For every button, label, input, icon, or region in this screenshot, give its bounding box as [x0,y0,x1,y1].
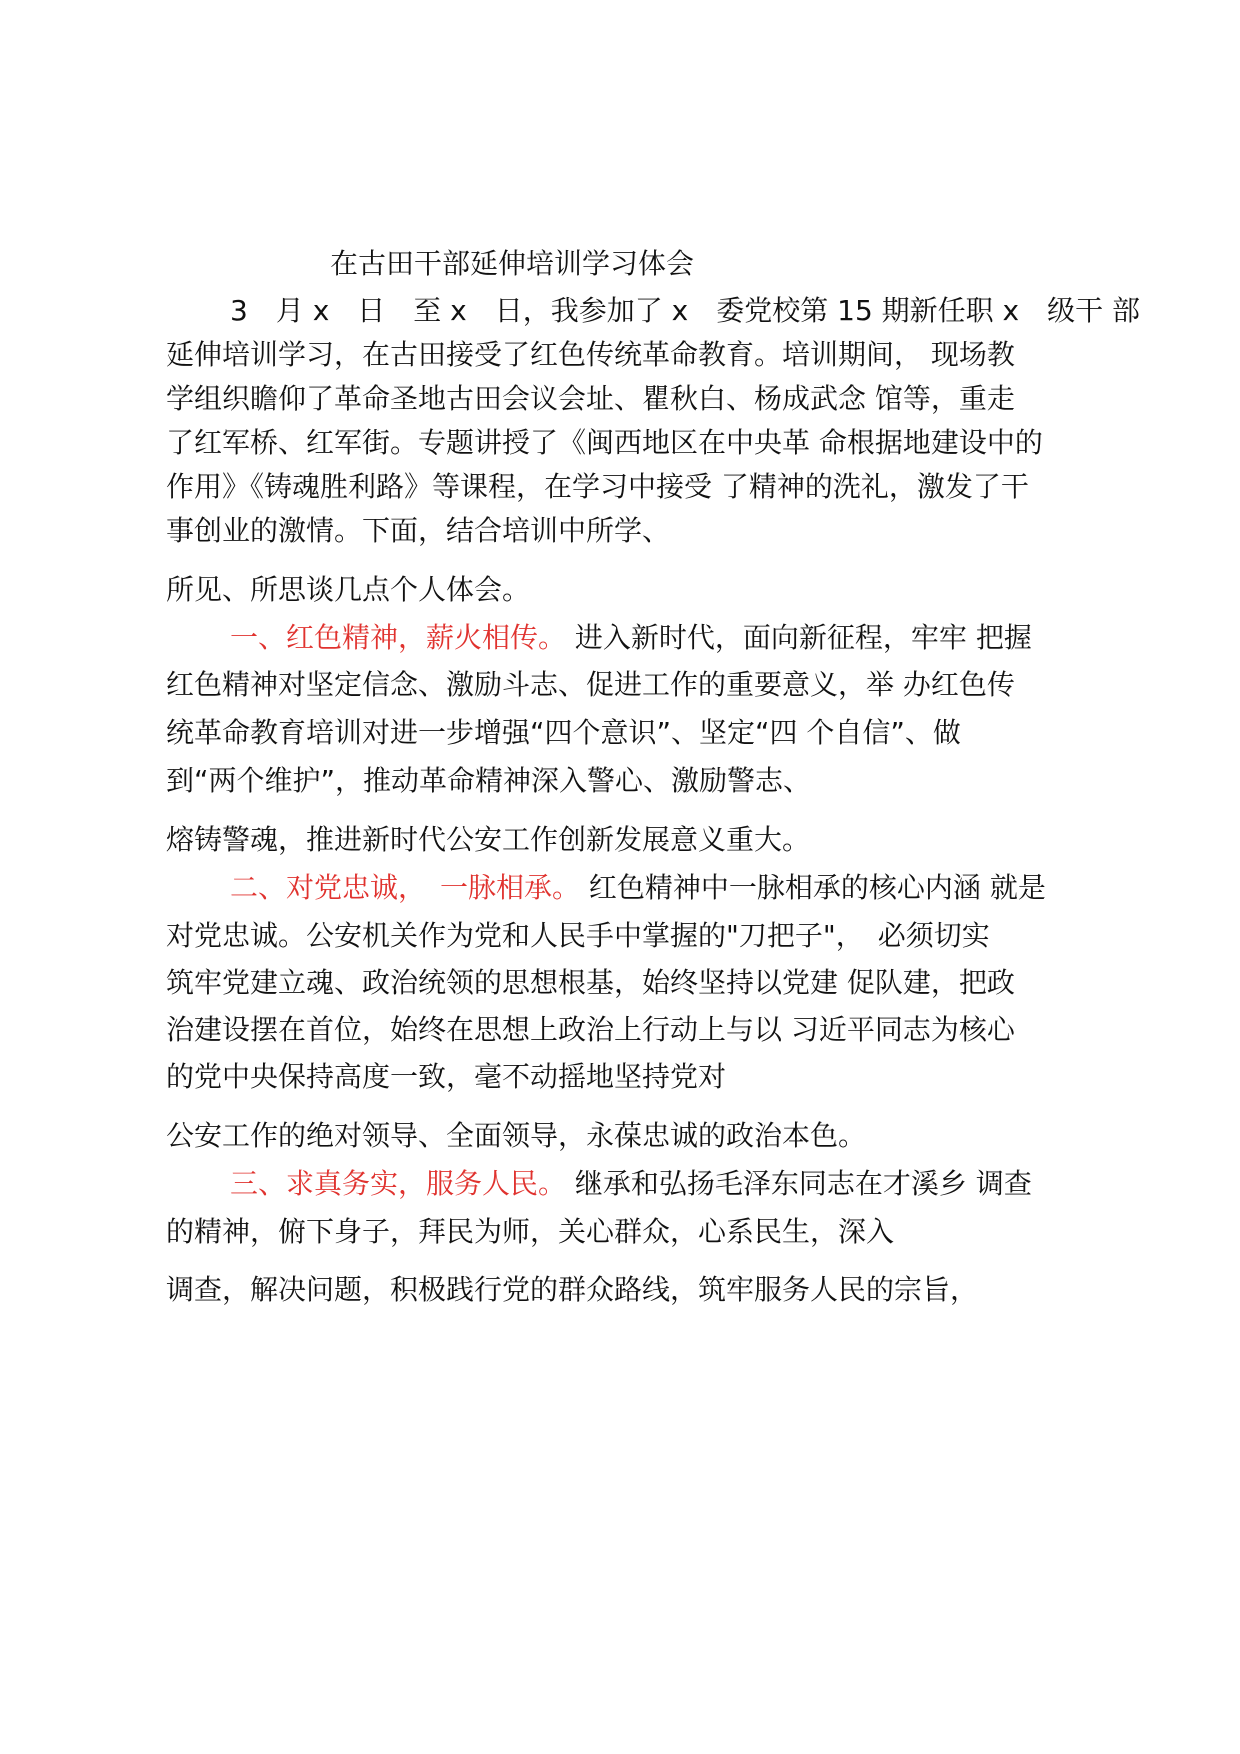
paragraph-line: 熔铸警魂，推进新时代公安工作创新发展意义重大。 [166,823,811,856]
paragraph-line: 的精神，俯下身子，拜民为师，关心群众，心系民生，深入 [166,1215,895,1248]
section-heading-three: 三、求真务实，服务人民。 [230,1167,567,1200]
paragraph-line: 公安工作的绝对领导、全面领导，永葆忠诚的政治本色。 [166,1119,867,1152]
paragraph-line: 3 月 x 日 至 x 日，我参加了 x 委党校第 15 期新任职 x 级干 部 [230,294,1141,327]
paragraph-line: 统革命教育培训对进一步增强“四个意识”、坚定“四 个自信”、做 [166,716,961,749]
section-two-line [230,868,1046,908]
paragraph-line: 治建设摆在首位，始终在思想上政治上行动上与以 习近平同志为核心 [166,1013,1015,1046]
paragraph-line: 红色精神对坚定信念、激励斗志、促进工作的重要意义，举 办红色传 [166,668,1015,701]
section-heading-one: 一、红色精神，薪火相传。 [230,621,567,654]
paragraph-line: 调查，解决问题，积极践行党的群众路线，筑牢服务人民的宗旨， [166,1273,979,1306]
paragraph-line: 作用》《铸魂胜利路》等课程，在学习中接受 了精神的洗礼，激发了干 [166,470,1029,503]
paragraph-line: 事创业的激情。下面，结合培训中所学、 [166,514,671,547]
paragraph-line: 延伸培训学习，在古田接受了红色传统革命教育。培训期间， 现场教 [166,338,1015,371]
paragraph-line: 到“两个维护”，推动革命精神深入警心、激励警志、 [166,764,812,797]
paragraph-line: 了红军桥、红军街。专题讲授了《闽西地区在中央革 命根据地建设中的 [166,426,1043,459]
page-title: 在古田干部延伸培训学习体会 [330,247,695,280]
paragraph-line: 的党中央保持高度一致，毫不动摇地坚持党对 [166,1060,727,1093]
paragraph-line: 对党忠诚。公安机关作为党和人民手中掌握的"刀把子"， 必须切实 [166,919,990,952]
section-one-text: 进入新时代，面向新征程，牢牢 把握 [574,621,1032,654]
paragraph-line: 筑牢党建立魂、政治统领的思想根基，始终坚持以党建 促队建，把政 [166,966,1015,999]
paragraph-line: 学组织瞻仰了革命圣地古田会议会址、瞿秋白、杨成武念 馆等，重走 [166,382,1015,415]
section-three-text: 继承和弘扬毛泽东同志在才溪乡 调查 [574,1167,1032,1200]
section-two-text: 红色精神中一脉相承的核心内涵 就是 [588,871,1046,904]
section-three-line [230,1164,1032,1204]
paragraph-line: 所见、所思谈几点个人体会。 [166,573,531,606]
section-one-line [230,618,1032,658]
section-heading-two: 二、对党忠诚， 一脉相承。 [230,871,581,904]
